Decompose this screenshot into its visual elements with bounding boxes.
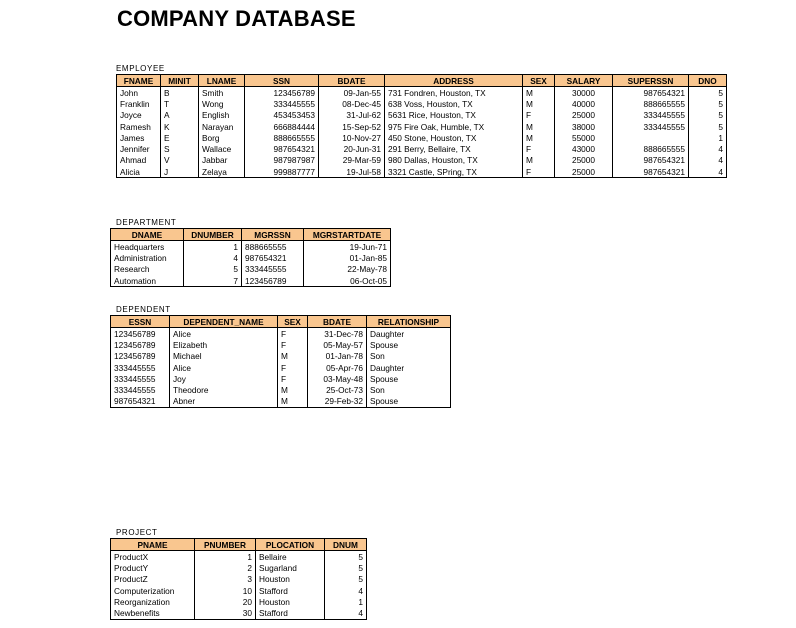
employee-cell-salary: 43000 (555, 143, 613, 154)
project-cell-plocation: Stafford (256, 607, 325, 619)
employee-cell-fname: John (117, 87, 161, 99)
employee-cell-ssn: 999887777 (245, 166, 319, 178)
employee-cell-ssn: 123456789 (245, 87, 319, 99)
dependent-cell-bdate: 05-May-57 (308, 339, 367, 350)
project-cell-pname: ProductX (111, 551, 195, 563)
department-table (110, 228, 391, 287)
employee-header-fname: FNAME (117, 75, 161, 87)
employee-cell-superssn: 987654321 (613, 155, 689, 166)
employee-cell-address: 731 Fondren, Houston, TX (385, 87, 523, 99)
employee-row (117, 155, 727, 166)
department-header-dname: DNAME (111, 229, 184, 241)
employee-cell-sex: F (523, 110, 555, 121)
employee-cell-fname: Ramesh (117, 121, 161, 132)
department-row (111, 252, 391, 263)
dependent-cell-relationship: Daughter (367, 328, 451, 340)
project-cell-dnum: 4 (325, 607, 367, 619)
department-cell-dname: Automation (111, 275, 184, 287)
employee-cell-minit: K (161, 121, 199, 132)
employee-cell-bdate: 08-Dec-45 (319, 98, 385, 109)
employee-cell-fname: Alicia (117, 166, 161, 178)
dependent-cell-sex: M (278, 396, 308, 408)
employee-cell-dno: 5 (689, 110, 727, 121)
dependent-cell-sex: M (278, 351, 308, 362)
employee-cell-minit: A (161, 110, 199, 121)
department-header-dnumber: DNUMBER (184, 229, 242, 241)
employee-cell-dno: 5 (689, 98, 727, 109)
dependent-row (111, 351, 451, 362)
employee-table (116, 74, 727, 178)
project-cell-pname: Reorganization (111, 596, 195, 607)
employee-cell-fname: Joyce (117, 110, 161, 121)
project-cell-plocation: Sugarland (256, 562, 325, 573)
dependent-header-sex: SEX (278, 316, 308, 328)
dependent-cell-relationship: Son (367, 384, 451, 395)
employee-cell-lname: Jabbar (199, 155, 245, 166)
project-cell-dnum: 5 (325, 574, 367, 585)
project-cell-pnumber: 1 (195, 551, 256, 563)
employee-cell-fname: Franklin (117, 98, 161, 109)
project-cell-dnum: 5 (325, 551, 367, 563)
project-cell-pnumber: 2 (195, 562, 256, 573)
employee-cell-fname: Jennifer (117, 143, 161, 154)
employee-cell-sex: M (523, 121, 555, 132)
employee-row (117, 166, 727, 178)
project-cell-plocation: Bellaire (256, 551, 325, 563)
dependent-header-relationship: RELATIONSHIP (367, 316, 451, 328)
dependent-cell-dependent-name: Joy (170, 373, 278, 384)
project-row (111, 562, 367, 573)
project-cell-dnum: 1 (325, 596, 367, 607)
department-section (110, 218, 391, 287)
department-header-mgrssn: MGRSSN (242, 229, 304, 241)
employee-cell-ssn: 666884444 (245, 121, 319, 132)
dependent-cell-sex: M (278, 384, 308, 395)
dependent-cell-essn: 333445555 (111, 362, 170, 373)
project-header-pnumber: PNUMBER (195, 539, 256, 551)
employee-header-dno: DNO (689, 75, 727, 87)
employee-cell-dno: 4 (689, 143, 727, 154)
employee-cell-address: 450 Stone, Houston, TX (385, 132, 523, 143)
employee-cell-salary: 55000 (555, 132, 613, 143)
employee-label: EMPLOYEE (116, 64, 165, 73)
employee-cell-superssn: 987654321 (613, 87, 689, 99)
employee-cell-ssn: 888665555 (245, 132, 319, 143)
employee-cell-fname: James (117, 132, 161, 143)
employee-cell-lname: Zelaya (199, 166, 245, 178)
employee-cell-address: 980 Dallas, Houston, TX (385, 155, 523, 166)
employee-cell-sex: M (523, 87, 555, 99)
employee-cell-superssn: 888665555 (613, 143, 689, 154)
employee-cell-superssn: 888665555 (613, 98, 689, 109)
dependent-cell-sex: F (278, 362, 308, 373)
employee-cell-dno: 4 (689, 166, 727, 178)
dependent-cell-essn: 987654321 (111, 396, 170, 408)
employee-row (117, 110, 727, 121)
dependent-cell-bdate: 31-Dec-78 (308, 328, 367, 340)
dependent-section (110, 305, 451, 408)
employee-cell-lname: English (199, 110, 245, 121)
project-cell-pnumber: 30 (195, 607, 256, 619)
dependent-cell-bdate: 25-Oct-73 (308, 384, 367, 395)
project-row (111, 607, 367, 619)
dependent-cell-essn: 333445555 (111, 373, 170, 384)
dependent-row (111, 384, 451, 395)
employee-header-minit: MINIT (161, 75, 199, 87)
project-header-pname: PNAME (111, 539, 195, 551)
department-row (111, 275, 391, 287)
dependent-header-dependent-name: DEPENDENT_NAME (170, 316, 278, 328)
dependent-row (111, 373, 451, 384)
project-row (111, 574, 367, 585)
employee-body (117, 87, 727, 178)
employee-cell-sex: F (523, 166, 555, 178)
employee-cell-salary: 25000 (555, 166, 613, 178)
employee-cell-lname: Narayan (199, 121, 245, 132)
employee-cell-salary: 30000 (555, 87, 613, 99)
project-cell-pname: Computerization (111, 585, 195, 596)
employee-cell-minit: T (161, 98, 199, 109)
department-cell-mgrstartdate: 22-May-78 (304, 264, 391, 275)
employee-header-address: ADDRESS (385, 75, 523, 87)
employee-cell-bdate: 29-Mar-59 (319, 155, 385, 166)
dependent-cell-sex: F (278, 373, 308, 384)
dependent-row (111, 328, 451, 340)
dependent-cell-bdate: 29-Feb-32 (308, 396, 367, 408)
dependent-cell-sex: F (278, 339, 308, 350)
employee-cell-superssn: 333445555 (613, 110, 689, 121)
employee-cell-bdate: 09-Jan-55 (319, 87, 385, 99)
dependent-header-essn: ESSN (111, 316, 170, 328)
dependent-table (110, 315, 451, 408)
dependent-header-row (111, 316, 451, 328)
employee-header-row (117, 75, 727, 87)
dependent-cell-relationship: Daughter (367, 362, 451, 373)
department-cell-mgrssn: 123456789 (242, 275, 304, 287)
dependent-cell-dependent-name: Abner (170, 396, 278, 408)
employee-cell-address: 975 Fire Oak, Humble, TX (385, 121, 523, 132)
project-cell-plocation: Houston (256, 596, 325, 607)
employee-header-lname: LNAME (199, 75, 245, 87)
project-cell-pnumber: 20 (195, 596, 256, 607)
project-header-dnum: DNUM (325, 539, 367, 551)
dependent-header-bdate: BDATE (308, 316, 367, 328)
employee-cell-ssn: 453453453 (245, 110, 319, 121)
employee-cell-salary: 25000 (555, 155, 613, 166)
employee-cell-dno: 4 (689, 155, 727, 166)
project-row (111, 585, 367, 596)
employee-cell-fname: Ahmad (117, 155, 161, 166)
employee-cell-ssn: 987987987 (245, 155, 319, 166)
dependent-cell-dependent-name: Theodore (170, 384, 278, 395)
dependent-row (111, 339, 451, 350)
project-cell-dnum: 4 (325, 585, 367, 596)
dependent-cell-essn: 333445555 (111, 384, 170, 395)
employee-cell-dno: 5 (689, 87, 727, 99)
employee-cell-address: 3321 Castle, SPring, TX (385, 166, 523, 178)
dependent-row (111, 396, 451, 408)
department-label: DEPARTMENT (116, 218, 177, 227)
employee-row (117, 132, 727, 143)
department-cell-mgrssn: 888665555 (242, 241, 304, 253)
employee-cell-bdate: 19-Jul-58 (319, 166, 385, 178)
department-row (111, 264, 391, 275)
dependent-cell-sex: F (278, 328, 308, 340)
employee-cell-address: 638 Voss, Houston, TX (385, 98, 523, 109)
employee-cell-minit: B (161, 87, 199, 99)
employee-cell-bdate: 31-Jul-62 (319, 110, 385, 121)
project-cell-pname: Newbenefits (111, 607, 195, 619)
employee-header-superssn: SUPERSSN (613, 75, 689, 87)
dependent-cell-essn: 123456789 (111, 351, 170, 362)
department-cell-dname: Administration (111, 252, 184, 263)
department-cell-dnumber: 1 (184, 241, 242, 253)
dependent-cell-relationship: Spouse (367, 339, 451, 350)
employee-cell-address: 5631 Rice, Houston, TX (385, 110, 523, 121)
dependent-cell-essn: 123456789 (111, 339, 170, 350)
department-cell-dname: Research (111, 264, 184, 275)
employee-cell-sex: M (523, 98, 555, 109)
project-row (111, 551, 367, 563)
employee-cell-sex: M (523, 132, 555, 143)
project-header-row (111, 539, 367, 551)
project-cell-pnumber: 10 (195, 585, 256, 596)
project-cell-plocation: Stafford (256, 585, 325, 596)
employee-cell-bdate: 15-Sep-52 (319, 121, 385, 132)
dependent-cell-relationship: Spouse (367, 373, 451, 384)
dependent-body (111, 328, 451, 408)
department-cell-mgrstartdate: 01-Jan-85 (304, 252, 391, 263)
dependent-cell-bdate: 01-Jan-78 (308, 351, 367, 362)
project-label: PROJECT (116, 528, 158, 537)
employee-cell-dno: 5 (689, 121, 727, 132)
department-cell-dnumber: 7 (184, 275, 242, 287)
department-cell-mgrstartdate: 06-Oct-05 (304, 275, 391, 287)
employee-cell-sex: F (523, 143, 555, 154)
department-body (111, 241, 391, 287)
dependent-cell-dependent-name: Elizabeth (170, 339, 278, 350)
employee-cell-minit: V (161, 155, 199, 166)
department-cell-dname: Headquarters (111, 241, 184, 253)
employee-cell-minit: S (161, 143, 199, 154)
employee-row (117, 121, 727, 132)
department-cell-dnumber: 5 (184, 264, 242, 275)
employee-cell-superssn: 333445555 (613, 121, 689, 132)
project-section (110, 528, 367, 620)
employee-cell-bdate: 10-Nov-27 (319, 132, 385, 143)
project-header-plocation: PLOCATION (256, 539, 325, 551)
employee-cell-ssn: 333445555 (245, 98, 319, 109)
page-title: COMPANY DATABASE (117, 6, 356, 31)
project-cell-dnum: 5 (325, 562, 367, 573)
department-header-row (111, 229, 391, 241)
department-row (111, 241, 391, 253)
employee-cell-lname: Wong (199, 98, 245, 109)
department-cell-mgrstartdate: 19-Jun-71 (304, 241, 391, 253)
department-cell-dnumber: 4 (184, 252, 242, 263)
employee-row (117, 87, 727, 99)
dependent-cell-essn: 123456789 (111, 328, 170, 340)
employee-cell-salary: 38000 (555, 121, 613, 132)
project-cell-plocation: Houston (256, 574, 325, 585)
department-cell-mgrssn: 333445555 (242, 264, 304, 275)
employee-cell-salary: 25000 (555, 110, 613, 121)
employee-row (117, 98, 727, 109)
employee-cell-minit: J (161, 166, 199, 178)
project-row (111, 596, 367, 607)
dependent-cell-relationship: Spouse (367, 396, 451, 408)
dependent-cell-relationship: Son (367, 351, 451, 362)
employee-cell-sex: M (523, 155, 555, 166)
dependent-cell-bdate: 05-Apr-76 (308, 362, 367, 373)
project-table (110, 538, 367, 620)
employee-cell-ssn: 987654321 (245, 143, 319, 154)
employee-header-ssn: SSN (245, 75, 319, 87)
employee-cell-address: 291 Berry, Bellaire, TX (385, 143, 523, 154)
employee-cell-superssn: 987654321 (613, 166, 689, 178)
employee-cell-minit: E (161, 132, 199, 143)
dependent-cell-dependent-name: Michael (170, 351, 278, 362)
department-header-mgrstartdate: MGRSTARTDATE (304, 229, 391, 241)
employee-cell-salary: 40000 (555, 98, 613, 109)
department-cell-mgrssn: 987654321 (242, 252, 304, 263)
employee-cell-superssn (613, 132, 689, 143)
project-cell-pname: ProductY (111, 562, 195, 573)
dependent-cell-dependent-name: Alice (170, 328, 278, 340)
employee-section (116, 64, 727, 178)
project-body (111, 551, 367, 620)
employee-cell-bdate: 20-Jun-31 (319, 143, 385, 154)
dependent-cell-dependent-name: Alice (170, 362, 278, 373)
employee-cell-lname: Borg (199, 132, 245, 143)
employee-cell-lname: Wallace (199, 143, 245, 154)
employee-row (117, 143, 727, 154)
dependent-cell-bdate: 03-May-48 (308, 373, 367, 384)
employee-cell-dno: 1 (689, 132, 727, 143)
dependent-row (111, 362, 451, 373)
employee-cell-lname: Smith (199, 87, 245, 99)
employee-header-sex: SEX (523, 75, 555, 87)
employee-header-salary: SALARY (555, 75, 613, 87)
employee-header-bdate: BDATE (319, 75, 385, 87)
dependent-label: DEPENDENT (116, 305, 171, 314)
project-cell-pnumber: 3 (195, 574, 256, 585)
project-cell-pname: ProductZ (111, 574, 195, 585)
